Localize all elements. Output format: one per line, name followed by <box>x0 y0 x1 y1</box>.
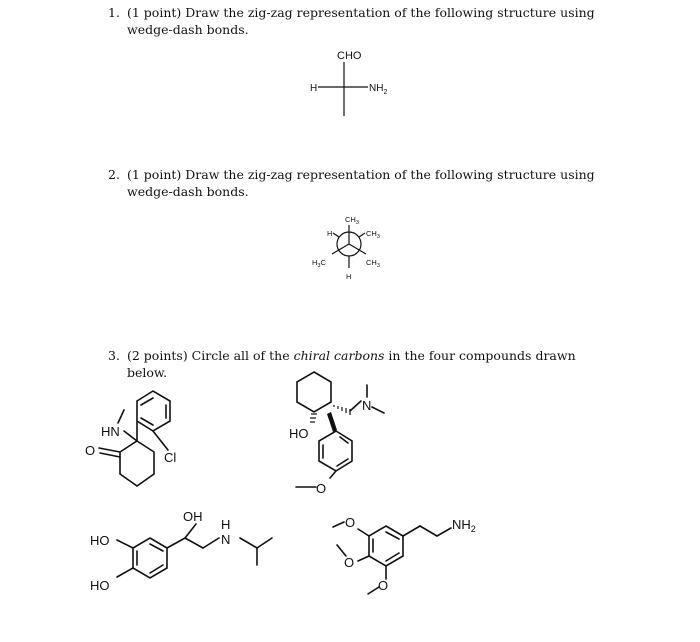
newman-back-bond-ul <box>333 233 339 237</box>
question-text: (1 point) Draw the zig-zag representation of the following structure using wedge-dash bonds. <box>127 5 595 37</box>
compound-4 <box>333 515 476 594</box>
newman-bottom-label: H <box>346 272 352 281</box>
label-o-2: O <box>344 555 355 570</box>
newman-ul-label: H <box>327 229 333 238</box>
label-o-1: O <box>345 515 356 530</box>
question-text: (1 point) Draw the zig-zag representation of the following structure using wedge-dash bonds. <box>127 167 595 199</box>
fischer-left-label: H <box>310 83 318 94</box>
label-o: O <box>85 443 96 458</box>
label-hn: HN <box>101 424 120 439</box>
wedge-bond <box>327 412 337 432</box>
label-nh2: $NH_2$ <box>452 517 476 534</box>
newman-top-label: $CH_3$ <box>345 215 359 226</box>
fischer-top-label: CHO <box>337 50 362 62</box>
question-number: 1. <box>108 5 120 20</box>
compound-3 <box>90 509 272 593</box>
benzene-ring <box>319 431 352 471</box>
fischer-projection <box>310 50 387 116</box>
label-o: O <box>316 481 327 496</box>
newman-ll-label: $H_3C$ <box>312 258 326 269</box>
label-o-3: O <box>378 578 389 593</box>
label-n: N <box>221 532 231 547</box>
compound-1 <box>85 391 176 486</box>
fischer-right-label: $NH_2$ <box>369 83 388 96</box>
label-n: N <box>362 398 372 413</box>
hashed-bond <box>334 405 350 415</box>
compound-2 <box>289 372 384 496</box>
emphasis-chiral-carbons: chiral carbons <box>293 348 385 363</box>
cyclohexane-ring <box>297 372 331 412</box>
hashed-bond-oh <box>310 414 317 422</box>
newman-lr-label: $CH_3$ <box>366 258 380 269</box>
label-h: H <box>221 517 231 532</box>
newman-projection <box>312 215 380 281</box>
label-oh: OH <box>183 509 203 524</box>
label-ho-1: HO <box>90 533 110 548</box>
question-number: 2. <box>108 167 120 182</box>
label-ho: HO <box>289 426 309 441</box>
label-ho-2: HO <box>90 578 110 593</box>
question-text: (2 points) Circle all of the chiral carbons in the four compounds drawn below. <box>127 348 576 380</box>
label-cl: Cl <box>164 450 177 465</box>
cyclohexane-ring <box>120 441 154 486</box>
question-number: 3. <box>108 348 120 363</box>
newman-ur-label: $CH_3$ <box>366 229 380 240</box>
newman-back-bond-ur <box>359 233 365 237</box>
